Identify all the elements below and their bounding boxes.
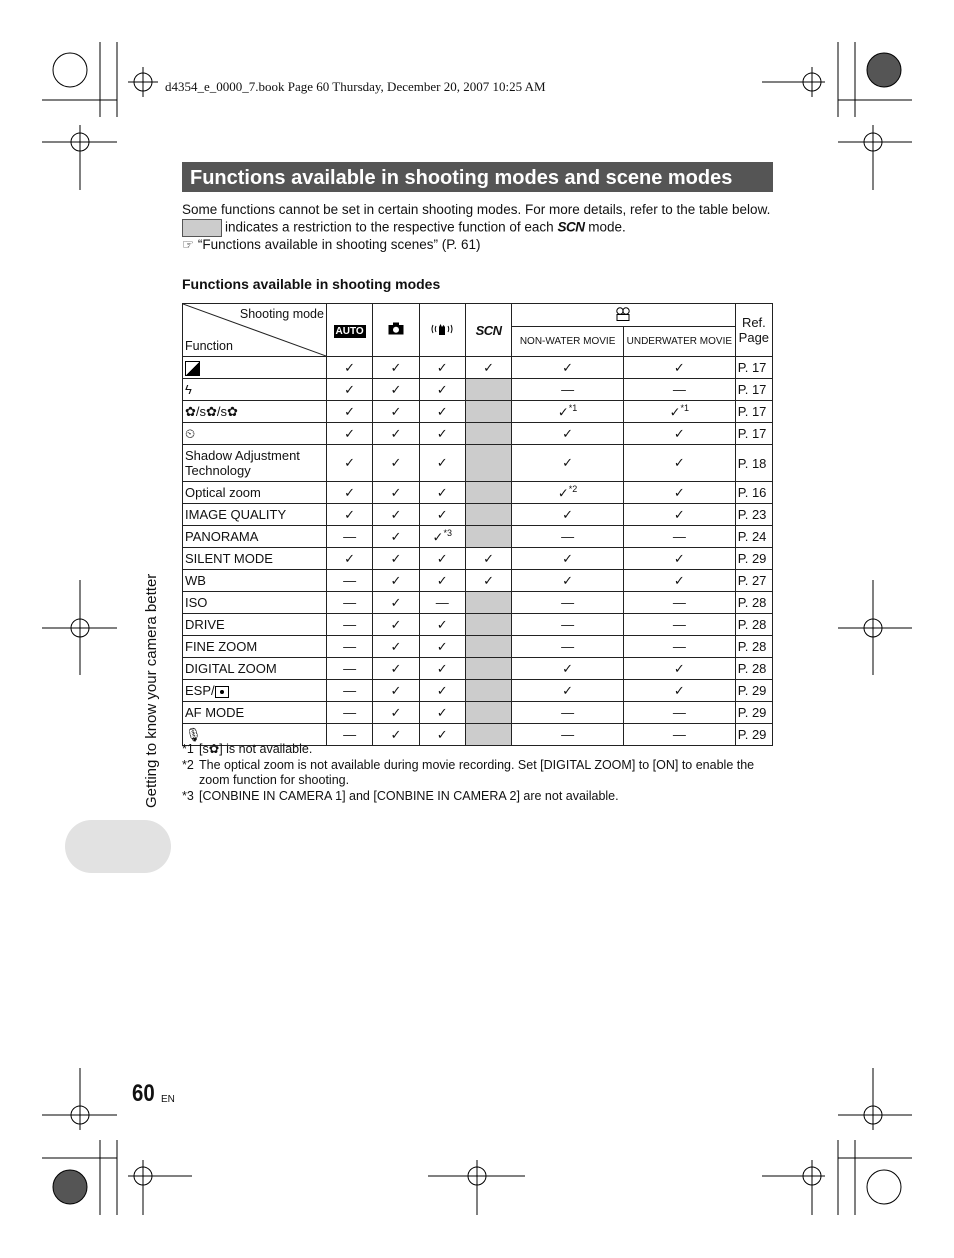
table-row: [183, 379, 773, 401]
mode-cell: ✓: [326, 504, 372, 526]
page-language: EN: [161, 1094, 175, 1105]
ref-page-cell: P. 17: [735, 401, 772, 423]
mode-cell: ✓: [373, 570, 419, 592]
table-row: [183, 504, 773, 526]
mode-cell: [512, 401, 624, 423]
mode-cell: [465, 423, 511, 445]
auto-icon: AUTO: [335, 326, 364, 337]
mode-cell: —: [326, 680, 372, 702]
table-row: [183, 614, 773, 636]
mode-cell: ✓: [465, 548, 511, 570]
function-name: FINE ZOOM: [185, 639, 258, 654]
mode-cell: —: [326, 658, 372, 680]
mode-cell: ✓: [326, 548, 372, 570]
mode-cell: ✓: [373, 445, 419, 482]
table-row: [183, 423, 773, 445]
intro-line-2: [182, 219, 774, 237]
mode-cell: ✓: [465, 570, 511, 592]
footnotes: [182, 742, 782, 804]
mode-cell: ✓: [373, 614, 419, 636]
underwater-movie-header: UNDERWATER MOVIE: [623, 327, 735, 357]
mode-cell: ✓: [419, 636, 465, 658]
ref-page-cell: P. 18: [735, 445, 772, 482]
footnote-2: *2 The optical zoom is not available during movie recording. Set [DIGITAL ZOOM] to [ON] to enable the zoom function for shooting.: [182, 757, 755, 787]
mode-cell: ✓: [623, 680, 735, 702]
table-row: [183, 401, 773, 423]
intro-line-2-post: mode.: [588, 219, 626, 235]
mode-cell: ✓: [419, 548, 465, 570]
program-mode-header: [373, 304, 419, 357]
mode-cell: ✓: [623, 504, 735, 526]
non-water-movie-header: NON-WATER MOVIE: [512, 327, 624, 357]
movie-mode-header: [512, 304, 736, 327]
ref-page-cell: P. 29: [735, 680, 772, 702]
footnote-ref: *2: [568, 483, 578, 494]
mode-cell: —: [512, 526, 624, 548]
mode-cell: ✓: [373, 658, 419, 680]
check-mark: ✓: [557, 404, 569, 420]
table-row: [183, 570, 773, 592]
reference-link-text: “Functions available in shooting scenes” (P. 61): [197, 236, 481, 252]
function-cell: [183, 570, 327, 592]
ref-page-cell: P. 24: [735, 526, 772, 548]
function-cell: [183, 592, 327, 614]
ref-page-label: Ref. Page: [738, 315, 770, 345]
function-cell: [183, 401, 327, 423]
function-cell: [183, 548, 327, 570]
footnote-ref: *3: [443, 527, 452, 538]
mode-cell: [512, 482, 624, 504]
scene-mode-header: [465, 304, 511, 357]
exposure-compensation-icon: [185, 361, 200, 376]
mode-cell: [465, 614, 511, 636]
mode-cell: [465, 636, 511, 658]
mode-cell: [465, 482, 511, 504]
ref-page-cell: P. 28: [735, 614, 772, 636]
mode-cell: —: [623, 592, 735, 614]
check-mark: ✓: [557, 485, 569, 501]
mode-cell: —: [512, 636, 624, 658]
mode-cell: ✓: [419, 570, 465, 592]
mode-cell: ✓: [373, 680, 419, 702]
ref-page-cell: P. 27: [735, 570, 772, 592]
function-cell: [183, 482, 327, 504]
mode-cell: ✓: [623, 445, 735, 482]
mode-cell: ✓: [623, 423, 735, 445]
shooting-mode-label: Shooting mode: [239, 307, 324, 321]
microphone-icon: 🎙: [185, 726, 202, 742]
page-number: 60: [132, 1080, 155, 1107]
mode-cell: [465, 680, 511, 702]
self-timer-icon: ⏲: [185, 425, 196, 441]
mode-cell: [465, 504, 511, 526]
book-header: d4354_e_0000_7.book Page 60 Thursday, December 20, 2007 10:25 AM: [165, 79, 546, 94]
function-name: SILENT MODE: [185, 551, 273, 566]
function-name: ISO: [185, 595, 208, 610]
intro-line-2-pre: indicates a restriction to the respective function of each: [225, 219, 554, 235]
mode-cell: —: [623, 526, 735, 548]
mode-cell: ✓: [326, 401, 372, 423]
mode-cell: ✓: [326, 379, 372, 401]
mode-cell: [419, 526, 465, 548]
function-cell: [183, 614, 327, 636]
mode-cell: ✓: [419, 658, 465, 680]
mode-cell: ✓: [419, 445, 465, 482]
mode-cell: ✓: [623, 548, 735, 570]
mode-cell: ✓: [512, 423, 624, 445]
mode-cell: ✓: [512, 680, 624, 702]
mode-cell: ✓: [512, 357, 624, 379]
section-title-bar: [182, 162, 773, 192]
mode-cell: ✓: [373, 724, 419, 746]
chapter-tab: [65, 820, 171, 873]
mode-cell: ✓: [373, 702, 419, 724]
function-cell: [183, 379, 327, 401]
footnote-3: *3 [CONBINE IN CAMERA 1] and [CONBINE IN CAMERA 2] are not available.: [182, 788, 619, 803]
mode-cell: ✓: [373, 548, 419, 570]
mode-cell: ✓: [373, 504, 419, 526]
mode-cell: —: [326, 636, 372, 658]
functions-table: [182, 303, 773, 746]
mode-cell: ✓: [419, 680, 465, 702]
mode-cell: ✓: [512, 570, 624, 592]
mode-cell: ✓: [419, 504, 465, 526]
mode-cell: —: [419, 592, 465, 614]
spot-metering-icon: [215, 686, 229, 698]
table-body: [183, 357, 773, 746]
footnote-ref: *1: [680, 402, 690, 413]
hand-shake-icon: [431, 322, 453, 336]
table-row: [183, 680, 773, 702]
function-cell: [183, 357, 327, 379]
function-name: WB: [185, 573, 206, 588]
mode-cell: ✓: [419, 482, 465, 504]
mode-cell: —: [623, 614, 735, 636]
mode-cell: —: [326, 614, 372, 636]
chapter-side-label: Getting to know your camera better: [143, 573, 160, 808]
footnote-1: *1 [s✿] is not available.: [182, 742, 313, 756]
mode-cell: ✓: [326, 423, 372, 445]
ref-page-cell: P. 29: [735, 702, 772, 724]
mode-cell: [465, 702, 511, 724]
mode-cell: ✓: [465, 357, 511, 379]
function-cell: [183, 680, 327, 702]
function-name: IMAGE QUALITY: [185, 507, 287, 522]
ref-page-header: [735, 304, 772, 357]
mode-cell: ✓: [373, 482, 419, 504]
macro-icon: ✿/s✿/s✿: [185, 403, 238, 419]
mode-cell: —: [326, 526, 372, 548]
function-label: Function: [185, 339, 233, 353]
table-row: [183, 548, 773, 570]
mode-cell: —: [326, 592, 372, 614]
ref-page-cell: P. 29: [735, 724, 772, 746]
intro-line-3: [182, 237, 774, 254]
mode-cell: [465, 379, 511, 401]
page-title: Functions available in shooting modes and scene modes: [190, 167, 733, 189]
function-cell: [183, 658, 327, 680]
section-heading: Functions available in shooting modes: [182, 276, 441, 292]
mode-cell: ✓: [512, 548, 624, 570]
function-cell: [183, 526, 327, 548]
ref-page-cell: P. 16: [735, 482, 772, 504]
mode-cell: —: [623, 724, 735, 746]
mode-cell: —: [623, 379, 735, 401]
function-name: PANORAMA: [185, 529, 259, 544]
function-name: Shadow Adjustment Technology: [185, 448, 300, 478]
mode-cell: ✓: [419, 357, 465, 379]
reference-icon: ☞: [182, 236, 195, 252]
mode-cell: ✓: [373, 379, 419, 401]
mode-cell: ✓: [373, 636, 419, 658]
corner-header: [183, 304, 327, 357]
table-row: [183, 636, 773, 658]
mode-cell: [465, 445, 511, 482]
mode-cell: ✓: [419, 401, 465, 423]
mode-cell: ✓: [326, 482, 372, 504]
mode-cell: ✓: [373, 592, 419, 614]
ref-page-cell: P. 29: [735, 548, 772, 570]
mode-cell: —: [623, 636, 735, 658]
mode-cell: ✓: [373, 401, 419, 423]
mode-cell: ✓: [419, 423, 465, 445]
mode-cell: ✓: [512, 445, 624, 482]
mode-cell: ✓: [512, 658, 624, 680]
ref-page-cell: P. 28: [735, 636, 772, 658]
mode-cell: —: [326, 570, 372, 592]
function-name: DIGITAL ZOOM: [185, 661, 277, 676]
flash-icon: ϟ: [185, 382, 192, 397]
mode-cell: ✓: [326, 445, 372, 482]
mode-cell: [465, 592, 511, 614]
mode-cell: ✓: [419, 614, 465, 636]
table-row: [183, 482, 773, 504]
check-mark: ✓: [669, 404, 681, 420]
table-row: [183, 526, 773, 548]
scn-icon: SCN: [475, 322, 502, 338]
function-name: Optical zoom: [185, 485, 261, 500]
mode-cell: ✓: [419, 702, 465, 724]
function-name: AF MODE: [185, 705, 245, 720]
ref-page-cell: P. 28: [735, 592, 772, 614]
mode-cell: ✓: [326, 357, 372, 379]
mode-cell: [465, 658, 511, 680]
scn-icon: SCN: [557, 219, 585, 235]
check-mark: ✓: [432, 529, 444, 545]
mode-cell: ✓: [373, 423, 419, 445]
table-row: [183, 702, 773, 724]
function-cell: [183, 702, 327, 724]
movie-icon: [615, 307, 631, 321]
mode-cell: —: [623, 702, 735, 724]
mode-cell: —: [326, 724, 372, 746]
function-cell: [183, 636, 327, 658]
restriction-swatch: [182, 219, 222, 237]
table-row: [183, 445, 773, 482]
camera-icon: [388, 322, 404, 335]
stabilizer-mode-header: [419, 304, 465, 357]
mode-cell: —: [512, 614, 624, 636]
mode-cell: ✓: [373, 526, 419, 548]
ref-page-cell: P. 17: [735, 423, 772, 445]
mode-cell: ✓: [623, 482, 735, 504]
mode-cell: ✓: [373, 357, 419, 379]
mode-cell: [465, 401, 511, 423]
mode-cell: [623, 401, 735, 423]
mode-cell: ✓: [623, 357, 735, 379]
ref-page-cell: P. 17: [735, 357, 772, 379]
table-row: [183, 357, 773, 379]
mode-cell: [465, 526, 511, 548]
mode-cell: —: [512, 702, 624, 724]
mode-cell: —: [512, 592, 624, 614]
mode-cell: —: [512, 379, 624, 401]
function-name: ESP/: [185, 683, 215, 698]
intro-text: [182, 202, 774, 253]
function-cell: [183, 445, 327, 482]
footnote-ref: *1: [568, 402, 578, 413]
mode-cell: —: [512, 724, 624, 746]
function-name: DRIVE: [185, 617, 225, 632]
mode-cell: ✓: [623, 570, 735, 592]
intro-line-1: Some functions cannot be set in certain shooting modes. For more details, refer to the table below.: [182, 202, 771, 217]
auto-mode-header: [326, 304, 372, 357]
mode-cell: ✓: [419, 379, 465, 401]
mode-cell: ✓: [419, 724, 465, 746]
table-row: [183, 658, 773, 680]
table-row: [183, 592, 773, 614]
mode-cell: —: [326, 702, 372, 724]
ref-page-cell: P. 23: [735, 504, 772, 526]
function-cell: [183, 423, 327, 445]
ref-page-cell: P. 17: [735, 379, 772, 401]
function-cell: [183, 504, 327, 526]
ref-page-cell: P. 28: [735, 658, 772, 680]
mode-cell: ✓: [512, 504, 624, 526]
mode-cell: ✓: [623, 658, 735, 680]
